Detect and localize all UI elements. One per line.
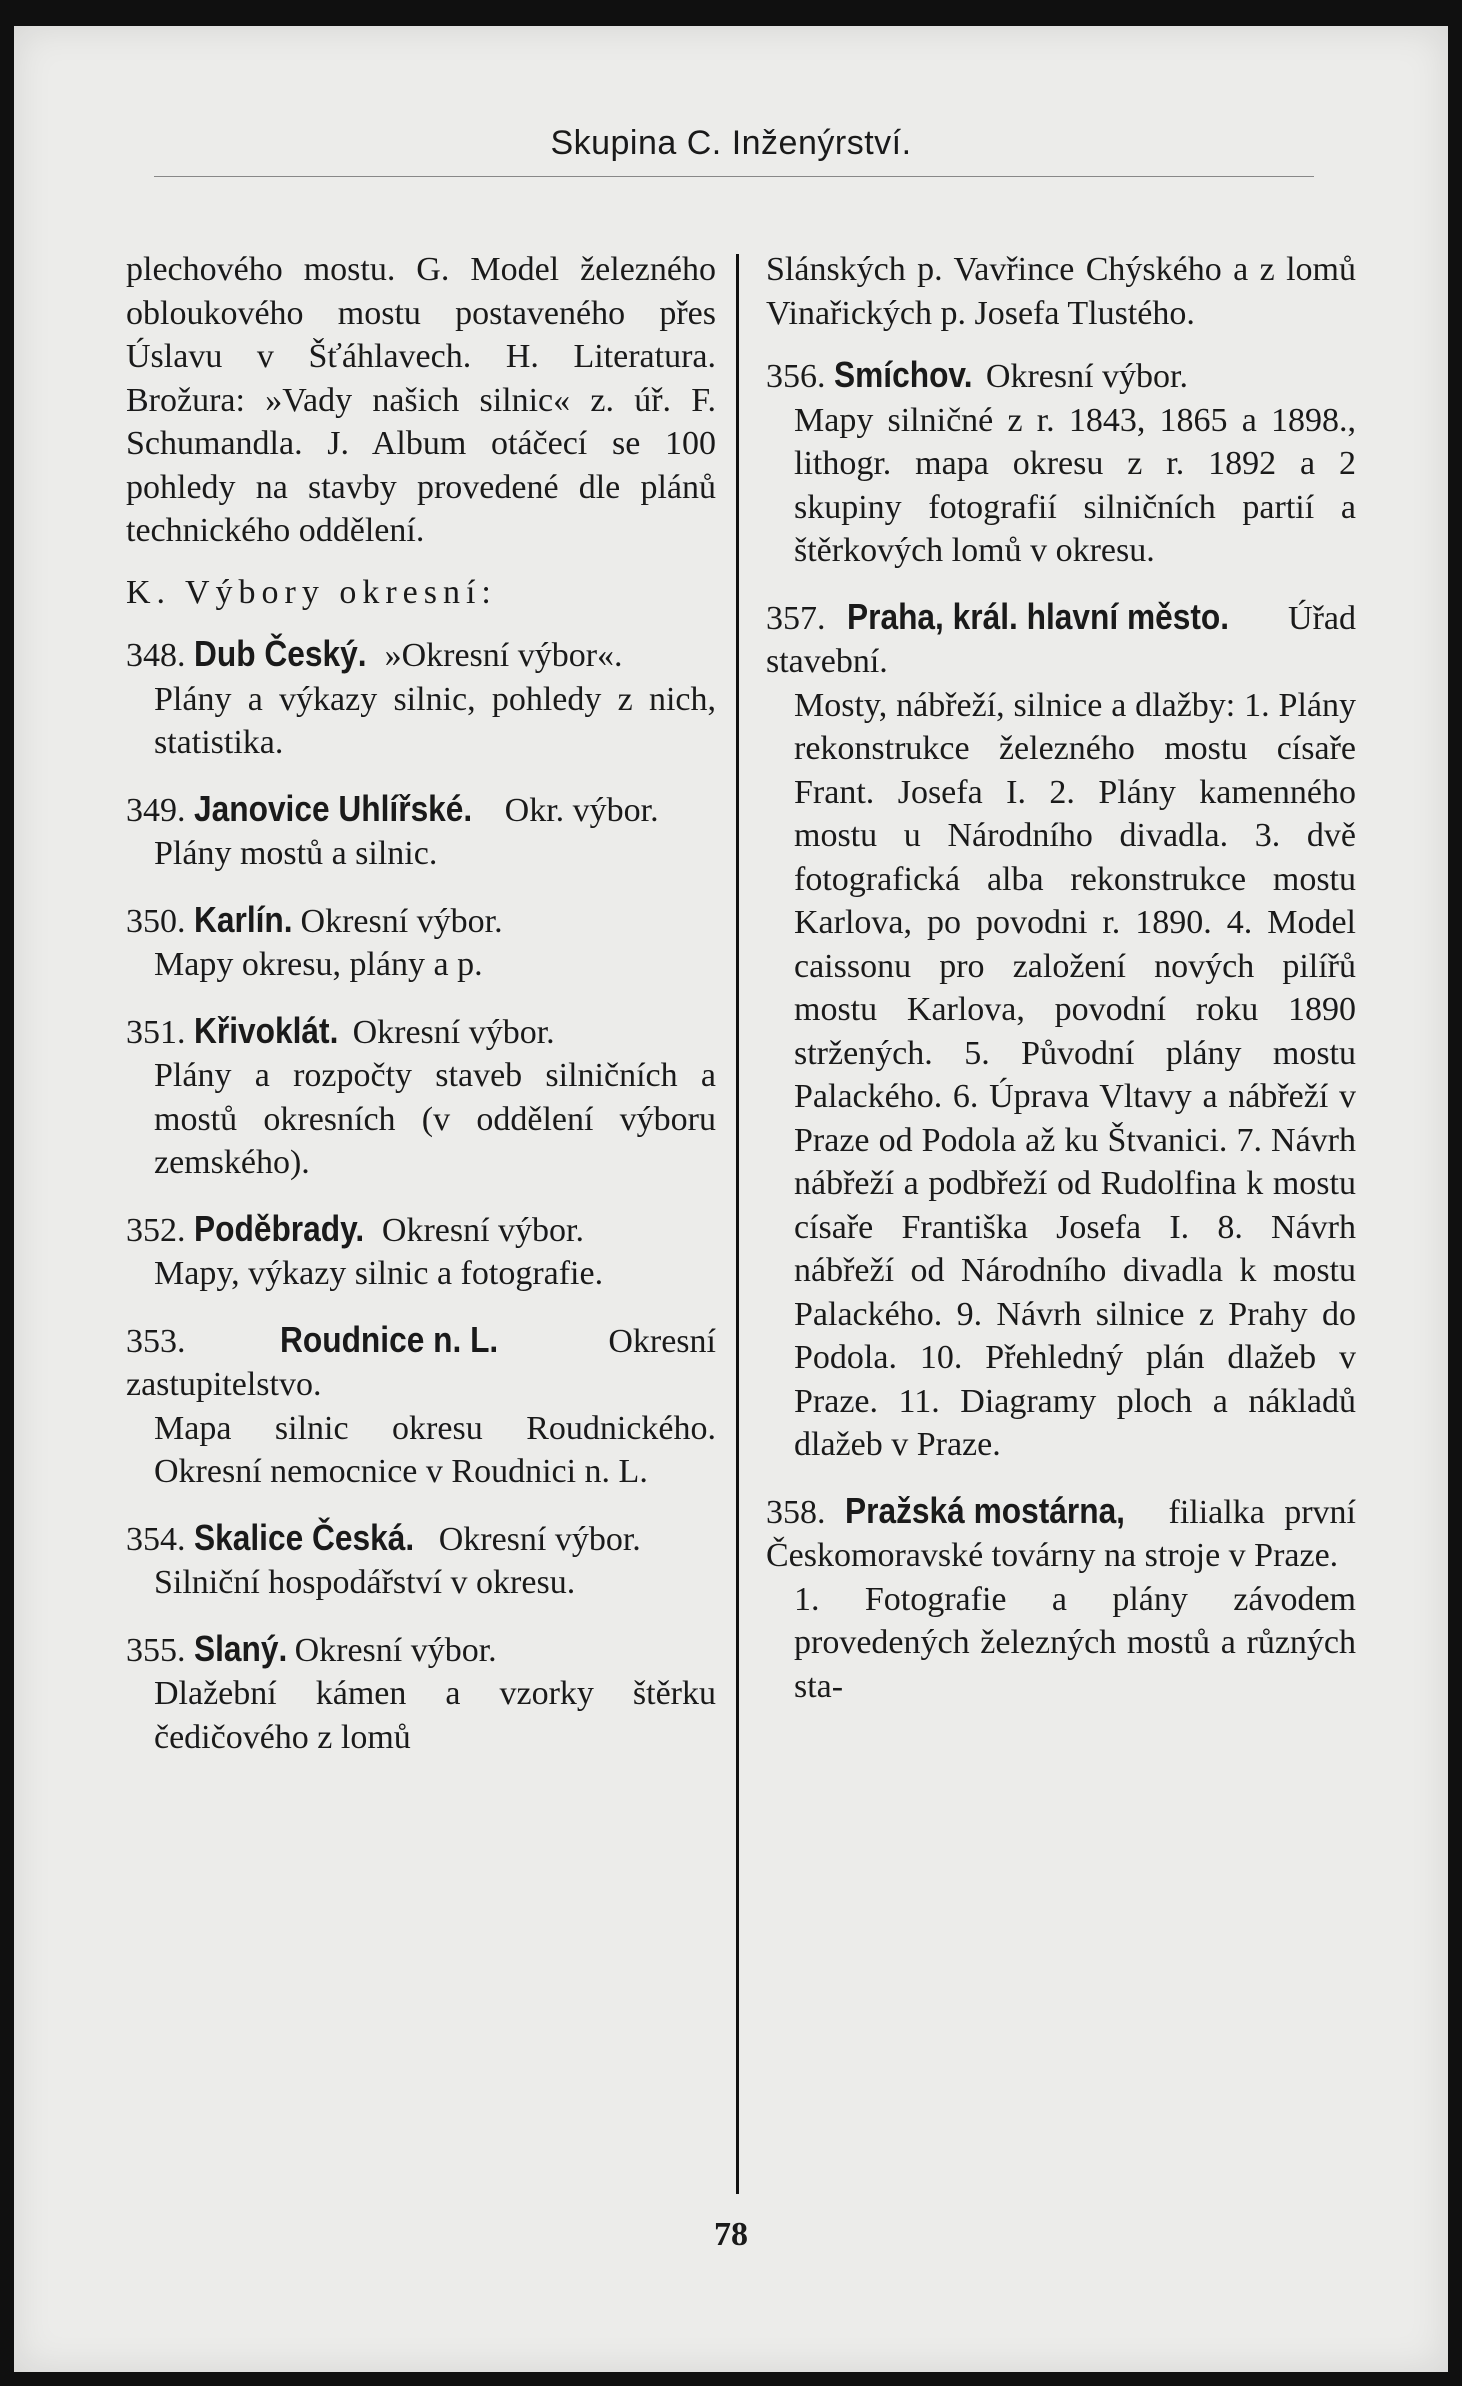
entry-description: Mapy silničné z r. 1843, 1865 a 1898., lithogr. mapa okresu z r. 1892 a 2 skupiny fotografií silničních partií a štěrkových lomů v okresu. bbox=[794, 401, 1356, 569]
entry-heading bbox=[126, 1207, 716, 1253]
entry-number: 350. bbox=[126, 902, 186, 940]
entry-place: Smíchov. bbox=[834, 354, 973, 395]
entry-heading bbox=[126, 1318, 716, 1407]
header-rule bbox=[154, 176, 1314, 177]
entry-organization: Okresní výbor. bbox=[300, 902, 503, 940]
entry-description: Plány a výkazy silnic, pohledy z nich, statistika. bbox=[154, 680, 716, 761]
left-entry-list bbox=[126, 632, 716, 1759]
scanned-page bbox=[14, 26, 1448, 2372]
entry-heading bbox=[126, 898, 716, 944]
entry-place: Janovice Uhlířské. bbox=[194, 787, 473, 829]
entry-place: Poděbrady. bbox=[194, 1207, 365, 1249]
catalog-entry bbox=[126, 898, 716, 987]
entry-description: Mapy, výkazy silnic a fotografie. bbox=[154, 1255, 604, 1292]
entry-organization: Okresní výbor. bbox=[381, 1211, 584, 1249]
entry-organization: Okresní výbor. bbox=[438, 1520, 641, 1558]
catalog-entry bbox=[766, 1489, 1356, 1709]
entry-organization: filialka první Českomoravské továrny na stroje v Praze. bbox=[766, 1493, 1356, 1574]
entry-organization: Úřad stavební. bbox=[766, 599, 1356, 680]
entry-number: 351. bbox=[126, 1013, 186, 1051]
entry-organization: Okresní výbor. bbox=[294, 1631, 497, 1669]
entry-number: 356. bbox=[766, 358, 826, 395]
entry-number: 357. bbox=[766, 599, 826, 637]
left-column bbox=[126, 248, 716, 1781]
entry-organization: Okresní výbor. bbox=[985, 358, 1188, 395]
right-intro-text: Slánských p. Vavřince Chýského a z lomů Vinařických p. Josefa Tlustého. bbox=[766, 251, 1356, 332]
right-column bbox=[766, 248, 1356, 1730]
section-label: K. Výbory okresní: bbox=[126, 573, 497, 611]
entry-place: Skalice Česká. bbox=[194, 1516, 415, 1558]
entry-heading bbox=[766, 353, 1356, 399]
page-number: 78 bbox=[714, 2216, 748, 2253]
entry-number: 348. bbox=[126, 637, 186, 674]
entry-number: 354. bbox=[126, 1520, 186, 1558]
catalog-entry bbox=[766, 595, 1356, 1467]
catalog-entry bbox=[126, 787, 716, 876]
entry-organization: »Okresní výbor«. bbox=[384, 637, 623, 674]
entry-description: 1. Fotografie a plány závodem provedených železných mostů a různých sta- bbox=[794, 1580, 1356, 1705]
entry-number: 349. bbox=[126, 791, 186, 829]
entry-heading bbox=[766, 1489, 1356, 1578]
entry-description: Plány mostů a silnic. bbox=[154, 835, 438, 872]
catalog-entry bbox=[126, 632, 716, 765]
entry-heading bbox=[126, 1516, 716, 1562]
column-divider bbox=[736, 254, 739, 2194]
entry-description: Plány a rozpočty staveb silničních a mostů okresních (v oddělení výboru zemského). bbox=[154, 1057, 716, 1181]
catalog-entry bbox=[126, 1207, 716, 1296]
entry-organization: Okresní zastupitelstvo. bbox=[126, 1322, 716, 1403]
running-header: Skupina C. Inženýrství. bbox=[550, 124, 912, 162]
entry-number: 358. bbox=[766, 1493, 826, 1531]
entry-heading bbox=[126, 1009, 716, 1055]
entry-place: Křivoklát. bbox=[194, 1009, 339, 1051]
entry-place: Dub Český. bbox=[194, 633, 367, 674]
catalog-entry bbox=[126, 1318, 716, 1494]
entry-description: Mosty, nábřeží, silnice a dlažby: 1. Plány rekonstrukce železného mostu císaře Frant. Josefa I. 2. Plány kamenného mostu u Národního divadla. 3. dvě fotografická alba rekonstrukce mostu Karlova, po povodni r. 1890. 4. Model caissonu pro založení nových pilířů mostu Karlova, povodní roku 1890 stržených. 5. Původní plány mostu Palackého. 6. Úprava Vltavy a nábřeží v Praze od Podola až ku Štvanici. 7. Návrh nábřeží a podbřeží od Rudolfina k mostu císaře Františka Josefa I. 8. Návrh nábřeží od Národního divadla k mostu Palackého. 9. Návrh silnice z Prahy do Podola. 10. Přehledný plán dlažeb v Praze. 11. Diagramy ploch a nákladů dlažeb v Praze. bbox=[794, 686, 1356, 1463]
entry-organization: Okr. výbor. bbox=[504, 791, 659, 829]
entry-description: Silniční hospodářství v okresu. bbox=[154, 1564, 576, 1601]
entry-place: Pražská mostárna, bbox=[844, 1489, 1125, 1531]
catalog-entry bbox=[126, 1627, 716, 1760]
entry-heading bbox=[126, 632, 716, 678]
catalog-entry bbox=[766, 353, 1356, 573]
entry-place: Roudnice n. L. bbox=[279, 1318, 499, 1360]
entry-description: Mapy okresu, plány a p. bbox=[154, 946, 483, 983]
entry-heading bbox=[766, 595, 1356, 684]
left-intro-text: plechového mostu. G. Model železného obloukového mostu postaveného přes Úslavu v Šťáhlavech. H. Literatura. Brožura: »Vady našich silnic« z. úř. F. Schumandla. J. Album otáčecí se 100 pohledy na stavby provedené dle plánů technického oddělení. bbox=[126, 251, 716, 549]
catalog-entry bbox=[126, 1009, 716, 1185]
entry-organization: Okresní výbor. bbox=[352, 1013, 555, 1051]
entry-number: 352. bbox=[126, 1211, 186, 1249]
entry-number: 355. bbox=[126, 1631, 186, 1669]
right-entry-list bbox=[766, 353, 1356, 1708]
entry-heading bbox=[126, 787, 716, 833]
entry-number: 353. bbox=[126, 1322, 186, 1360]
entry-place: Slaný. bbox=[194, 1627, 288, 1669]
entry-place: Karlín. bbox=[194, 898, 293, 940]
entry-place: Praha, král. hlavní město. bbox=[846, 595, 1229, 637]
catalog-entry bbox=[126, 1516, 716, 1605]
entry-description: Mapa silnic okresu Roudnického. Okresní nemocnice v Roudnici n. L. bbox=[154, 1409, 716, 1490]
entry-heading bbox=[126, 1627, 716, 1673]
entry-description: Dlažební kámen a vzorky štěrku čedičového z lomů bbox=[154, 1675, 716, 1756]
